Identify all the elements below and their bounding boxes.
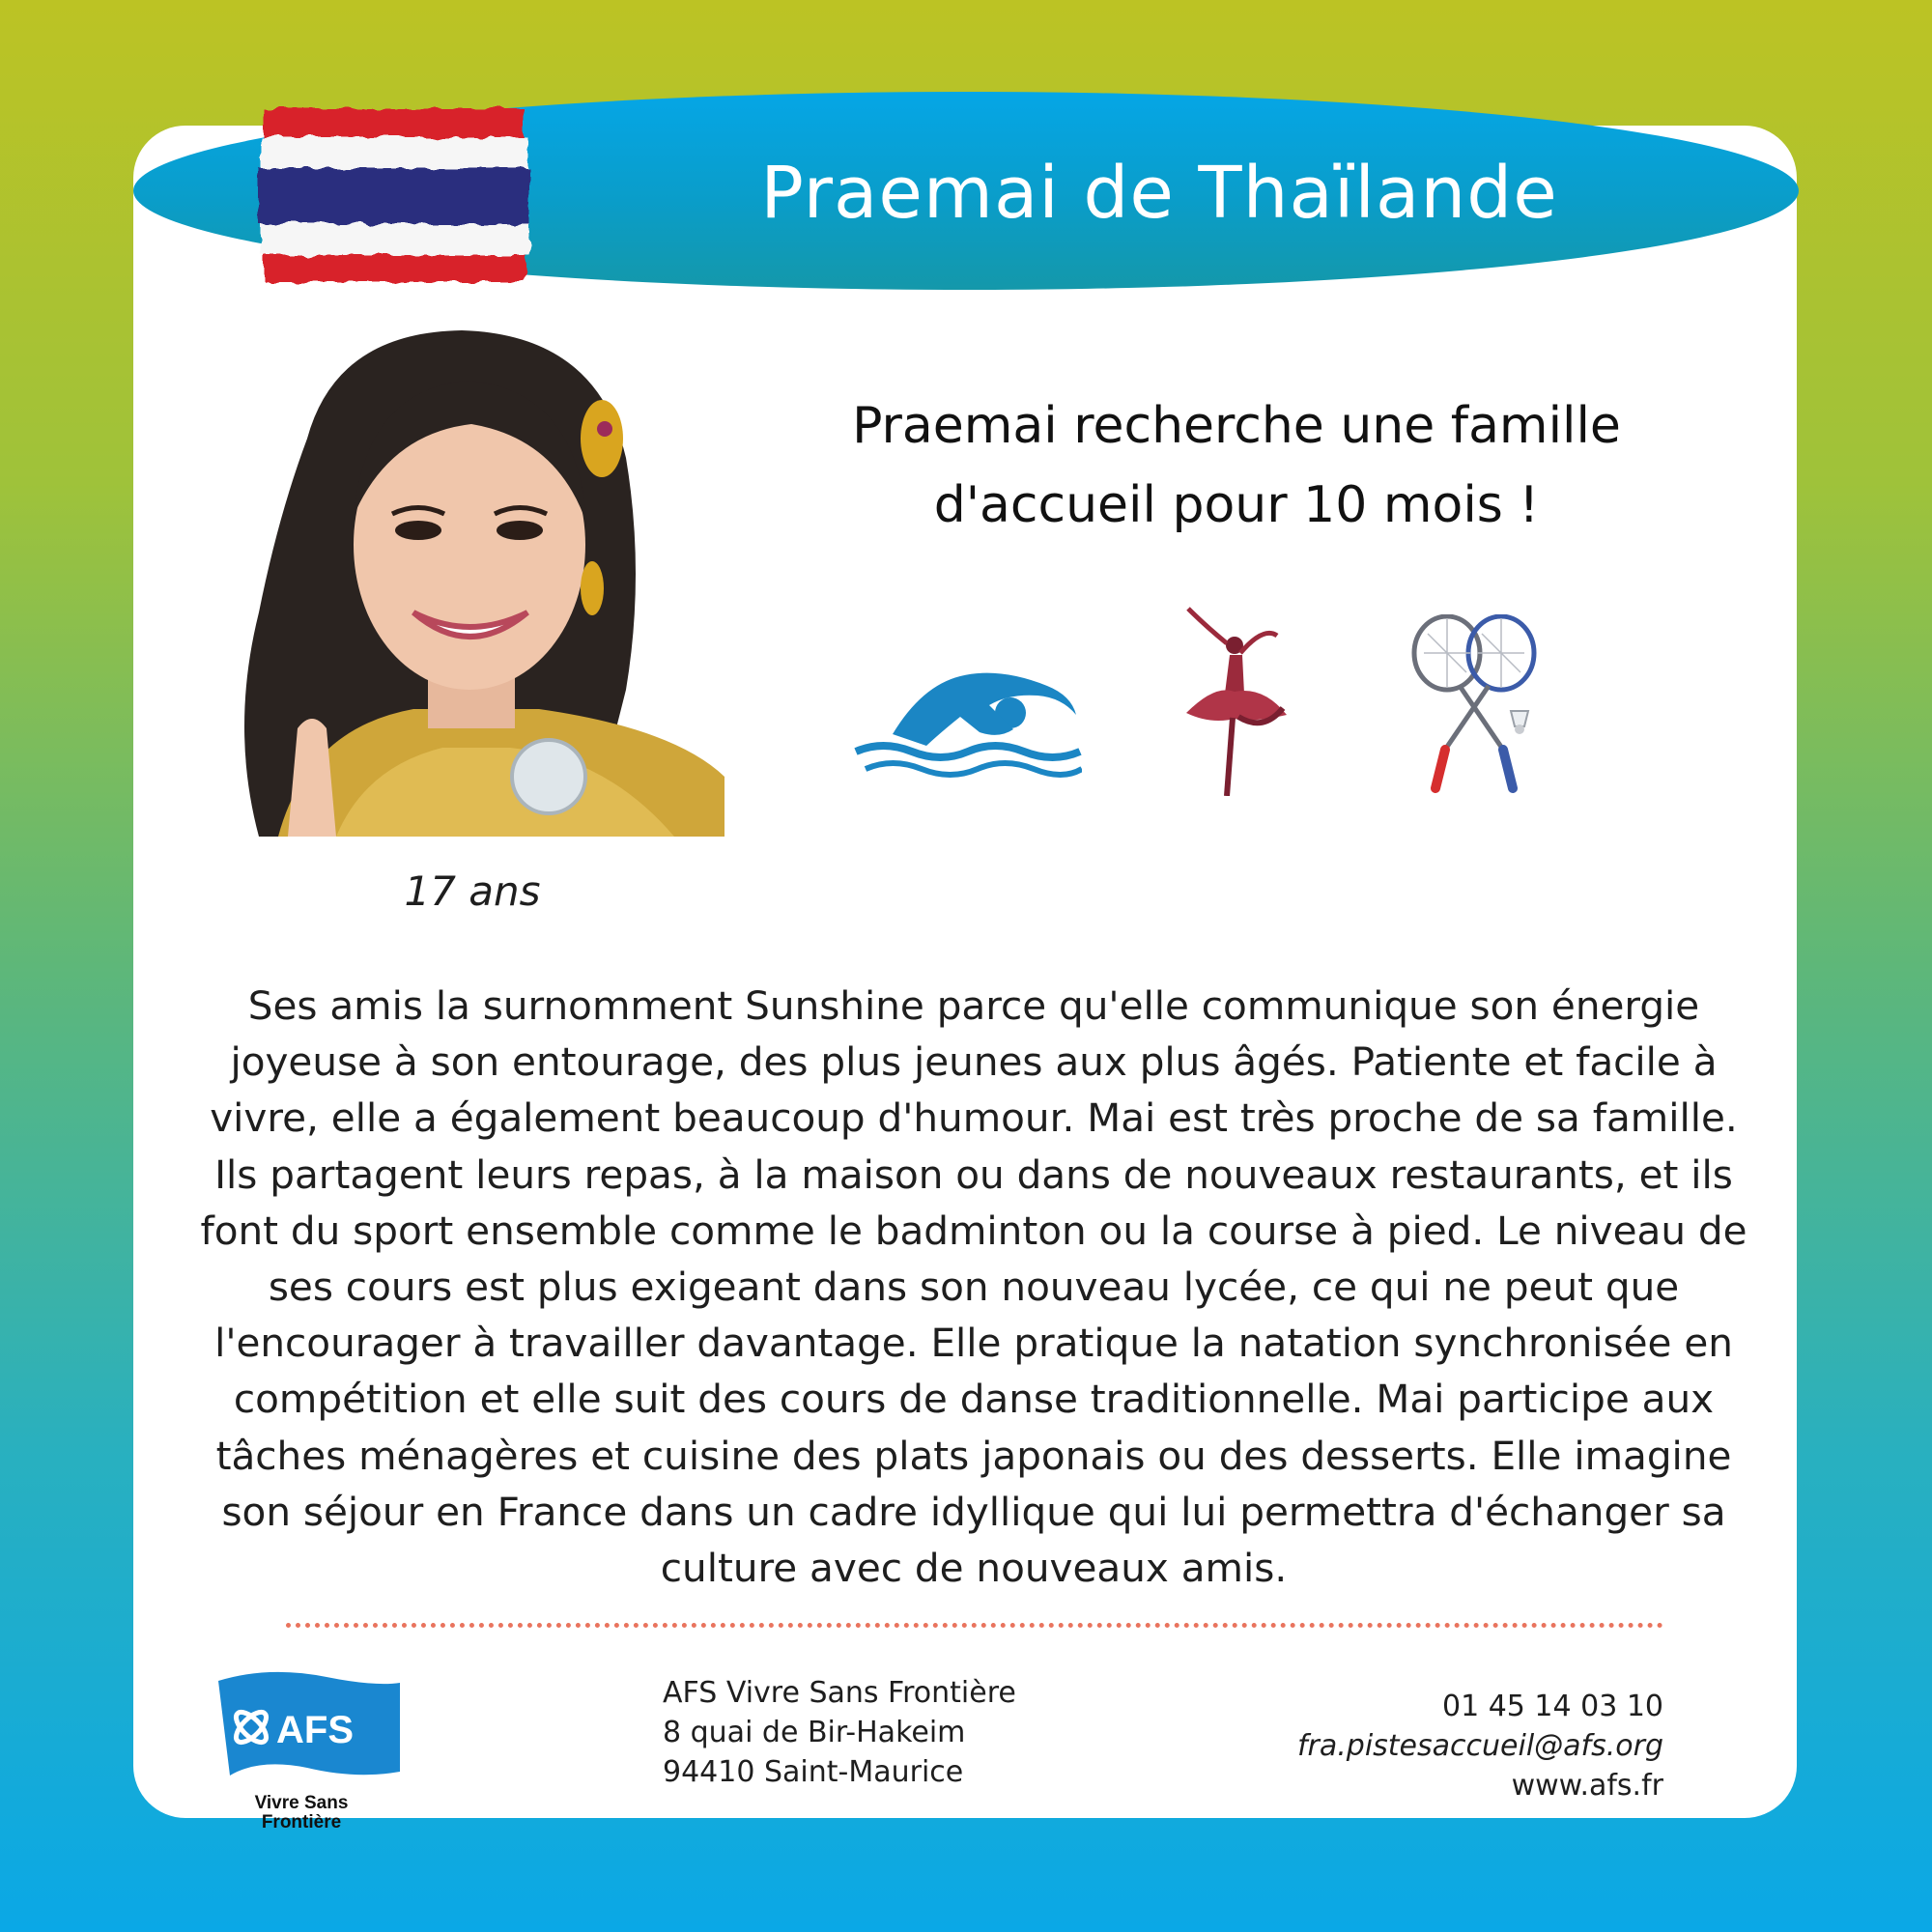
website-link[interactable]: www.afs.fr xyxy=(1511,1769,1663,1803)
swimming-icon xyxy=(854,657,1082,782)
afs-logo-tagline-1: Vivre Sans xyxy=(254,1793,349,1813)
afs-logo-tagline-2: Frontière xyxy=(261,1812,342,1830)
address-city: 94410 Saint-Maurice xyxy=(663,1755,964,1789)
address-street: 8 quai de Bir-Hakeim xyxy=(663,1716,966,1749)
ballet-dancer-icon xyxy=(1177,607,1291,796)
student-portrait-photo xyxy=(220,323,724,837)
headline xyxy=(734,386,1739,545)
headline-line-1: Praemai recherche une famille xyxy=(852,397,1621,455)
badminton-rackets-icon xyxy=(1406,614,1542,794)
email-link[interactable]: fra.pistesaccueil@afs.org xyxy=(1296,1729,1663,1763)
headline-line-2: d'accueil pour 10 mois ! xyxy=(933,476,1540,534)
bio-paragraph: Ses amis la surnomment Sunshine parce qu'elle communique son énergie joyeuse à son entourage, des plus jeunes aux plus âgés. Patiente et facile à vivre, elle a également beaucoup d'humour. Mai est très proche de sa famille. Ils partagent leurs repas, à la maison ou dans de nouveaux restaurants, et ils font du sport ensemble comme le badminton ou la course à pied. Le niveau de ses cours est plus exigeant dans son nouveau lycée, ce qui ne peut que l'encourager à travailler davantage. Elle pratique la natation synchronisée en compétition et elle suit des cours de danse traditionnelle. Mai participe aux tâches ménagères et cuisine des plats japonais ou des desserts. Elle imagine son séjour en France dans un cadre idyllique qui lui permettra d'échanger sa culture avec de nouveaux amis. xyxy=(200,982,1747,1592)
afs-logo xyxy=(211,1660,413,1830)
page-title: Praemai de Thaïlande xyxy=(760,152,1558,235)
afs-logo-text: AFS xyxy=(276,1709,354,1751)
phone-number: 01 45 14 03 10 xyxy=(1441,1690,1663,1723)
footer-divider xyxy=(286,1623,1663,1628)
age-label: 17 ans xyxy=(404,867,541,915)
contact-info xyxy=(1159,1687,1663,1805)
postal-address xyxy=(663,1673,1126,1792)
thailand-flag-icon xyxy=(253,100,539,290)
address-org: AFS Vivre Sans Frontière xyxy=(663,1676,1016,1710)
